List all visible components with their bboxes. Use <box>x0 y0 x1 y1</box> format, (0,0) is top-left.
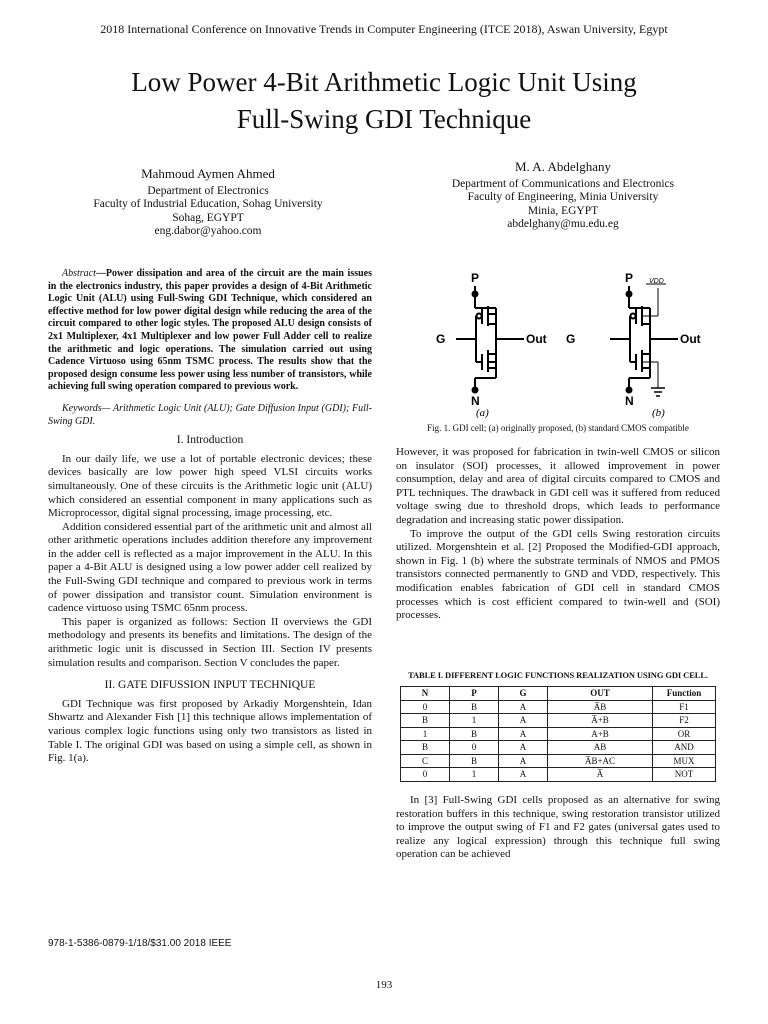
section-heading-gdi: II. GATE DIFUSSION INPUT TECHNIQUE <box>104 679 316 692</box>
table-cell: A̅+B <box>548 714 653 728</box>
author-email: abdelghany@mu.edu.eg <box>507 218 619 230</box>
col-header: OUT <box>548 687 653 701</box>
author-affiliation: Department of Electronics <box>147 184 269 197</box>
author-2 <box>408 160 718 232</box>
paragraph: GDI Technique was first proposed by Arkadiy Morgenshtein, Idan Shwartz and Alexander Fish [1] this technique allows implementation of various complex logic functions using only two transistors as listed in Table I. The original GDI was based on using a simple cell, as shown in Fig. 1(a). <box>48 697 372 765</box>
paragraph: Addition considered essential part of the arithmetic unit and almost all other arithmetic operations includes addition therefore any improvement in the adder cell is reflected as a major improvement in the ALU. In this paper a 4-Bit ALU is designed using a low power adder cell realized by the Full-Swing GDI technique and compared to previous work in terms of power dissipation and transistor count. Simulation environment is cadence virtuoso using TSMC 65nm process. <box>48 520 372 615</box>
abstract <box>48 268 372 394</box>
table-cell: A̅B+AC <box>548 754 653 768</box>
paragraph: However, it was proposed for fabrication in twin-well CMOS or silicon on insulator (SOI) processes, it allowed improvement in power consumption, delay and area of digital circuits compared to CMOS and PTL techniques. The drawback in GDI cell was it suffered from reduced voltage swing due to threshold drops, which leads to performance degradation and increasing static power dissipation. <box>396 446 720 526</box>
label-g: G <box>436 332 446 346</box>
table-cell: A <box>499 754 548 768</box>
figure-caption: Fig. 1. GDI cell; (a) originally proposed, (b) standard CMOS compatible <box>427 423 689 433</box>
label-n: N <box>471 394 480 408</box>
table-cell: NOT <box>653 768 716 782</box>
abstract-text: —Power dissipation and area of the circuit are the main issues in the electronics industry, this paper provides a design of 4-Bit Arithmetic Logic Unit (ALU) using Full-Swing GDI Technique, which considered an effective method for low power digital design while reducing the area of the circuit compared to other logic styles. The proposed ALU design consists of 2x1 Multiplexer, 4x1 Multiplexer and low power Full Adder cell to realize the arithmetic and logic operations. The simulation carried out using Cadence Virtuoso using 65nm TSMC process. The results show that the proposed design consume less power using less number of transistors, while achieving full swing operation compared to previous work. <box>48 268 372 393</box>
table-caption: TABLE I. DIFFERENT LOGIC FUNCTIONS REALIZATION USING GDI CELL. <box>408 670 708 680</box>
title-line-1: Low Power 4-Bit Arithmetic Logic Unit Using <box>131 67 637 97</box>
table-cell: A <box>499 768 548 782</box>
subfigure-label-b: (b) <box>652 407 665 418</box>
gdi-cell-b <box>566 271 701 408</box>
table-cell: B <box>401 741 450 755</box>
table-cell: A̅B <box>548 700 653 714</box>
table-cell: 0 <box>401 768 450 782</box>
table-cell: A <box>499 727 548 741</box>
label-vdd: VDD <box>649 278 664 285</box>
section-heading-introduction: I. Introduction <box>176 434 244 447</box>
subfigure-label-a: (a) <box>476 407 489 418</box>
table-cell: OR <box>653 727 716 741</box>
label-n: N <box>625 394 634 408</box>
gdi-cell-a <box>436 271 547 408</box>
table-row <box>401 768 716 782</box>
col-header: Function <box>653 687 716 701</box>
label-g: G <box>566 332 576 346</box>
paragraph: In [3] Full-Swing GDI cells proposed as an alternative for swing restoration buffers in this technique, swing restoration transistor utilized to improve the output swing of F1 and F2 gates (universal gates used to realize any logical expression) through this technique full swing operation can be achieved <box>396 794 720 861</box>
author-email: eng.dabor@yahoo.com <box>154 225 262 237</box>
table-cell: 0 <box>450 741 499 755</box>
paragraph: This paper is organized as follows: Section II overviews the GDI methodology and presents its benefits and limitations. The design of the arithmetic logic unit is discussed in Section III. Section IV presents simulation results and comparison. Section V concludes the paper. <box>48 615 372 669</box>
author-affiliation: Faculty of Industrial Education, Sohag University <box>93 198 323 210</box>
gdi-cell-diagram <box>396 268 720 418</box>
table-cell: 1 <box>450 768 499 782</box>
figure-1 <box>396 268 720 433</box>
paper-title <box>40 64 728 138</box>
table-row <box>401 741 716 755</box>
left-column <box>48 268 372 766</box>
table-cell: AND <box>653 741 716 755</box>
title-line-2: Full-Swing GDI Technique <box>236 104 532 134</box>
table-cell: 0 <box>401 700 450 714</box>
author-affiliation: Sohag, EGYPT <box>172 211 244 224</box>
label-out: Out <box>526 332 547 346</box>
table-cell: A+B <box>548 727 653 741</box>
table-row <box>401 754 716 768</box>
abstract-label: Abstract <box>62 268 96 279</box>
label-p: P <box>625 271 634 285</box>
table-cell: A <box>499 741 548 755</box>
conference-header: 2018 International Conference on Innovative Trends in Computer Engineering (ITCE 2018), Aswan University, Egypt <box>100 22 668 36</box>
table-cell: MUX <box>653 754 716 768</box>
table-cell: F1 <box>653 700 716 714</box>
table-cell: A <box>499 700 548 714</box>
table-cell: 1 <box>401 727 450 741</box>
table-cell: C <box>401 754 450 768</box>
author-1 <box>58 167 358 239</box>
author-name: Mahmoud Aymen Ahmed <box>141 166 275 181</box>
page-number: 193 <box>375 979 393 991</box>
author-affiliation: Faculty of Engineering, Minia University <box>467 191 659 203</box>
table-cell: 1 <box>450 714 499 728</box>
logic-table <box>400 686 716 782</box>
col-header: G <box>499 687 548 701</box>
table-cell: F2 <box>653 714 716 728</box>
paragraph: To improve the output of the GDI cells Swing restoration circuits utilized. Morgenshtein et al. [2] Proposed the Modified-GDI approach, shown in Fig. 1 (b) where the substrate terminals of NMOS and PMOS transistors connected permanently to GND and VDD, respectively. This modification enables fabrication of GDI cell in standard CMOS processes which is cost efficient compared to twin-well and (SOI) processes. <box>396 527 720 622</box>
col-header: N <box>401 687 450 701</box>
table-cell: B <box>450 727 499 741</box>
right-column <box>396 446 720 623</box>
table-row <box>401 714 716 728</box>
label-p: P <box>471 271 480 285</box>
right-column-continued <box>396 794 720 862</box>
label-out: Out <box>680 332 701 346</box>
table-header-row <box>401 687 716 701</box>
author-affiliation: Department of Communications and Electronics <box>451 177 675 190</box>
table-cell: B <box>450 700 499 714</box>
table-cell: AB <box>548 741 653 755</box>
paragraph: In our daily life, we use a lot of portable electronic devices; these devices basically are low power high speed VLSI circuits works simultaneously. One of these circuits is the Arithmetic logic unit (ALU) which considered an essential component in many applications such as Microprocessor, digital signal processing, image processing, etc. <box>48 452 372 520</box>
table-cell: B <box>450 754 499 768</box>
copyright-id: 978-1-5386-0879-1/18/$31.00 2018 IEEE <box>48 938 232 949</box>
col-header: P <box>450 687 499 701</box>
table-1 <box>396 670 720 782</box>
keywords: Keywords— Arithmetic Logic Unit (ALU); Gate Diffusion Input (GDI); Full-Swing GDI. <box>48 402 372 427</box>
table-cell: A <box>499 714 548 728</box>
table-row <box>401 727 716 741</box>
table-cell: B <box>401 714 450 728</box>
table-cell: A̅ <box>548 768 653 782</box>
author-affiliation: Minia, EGYPT <box>527 204 599 217</box>
author-name: M. A. Abdelghany <box>514 159 612 174</box>
table-row <box>401 700 716 714</box>
